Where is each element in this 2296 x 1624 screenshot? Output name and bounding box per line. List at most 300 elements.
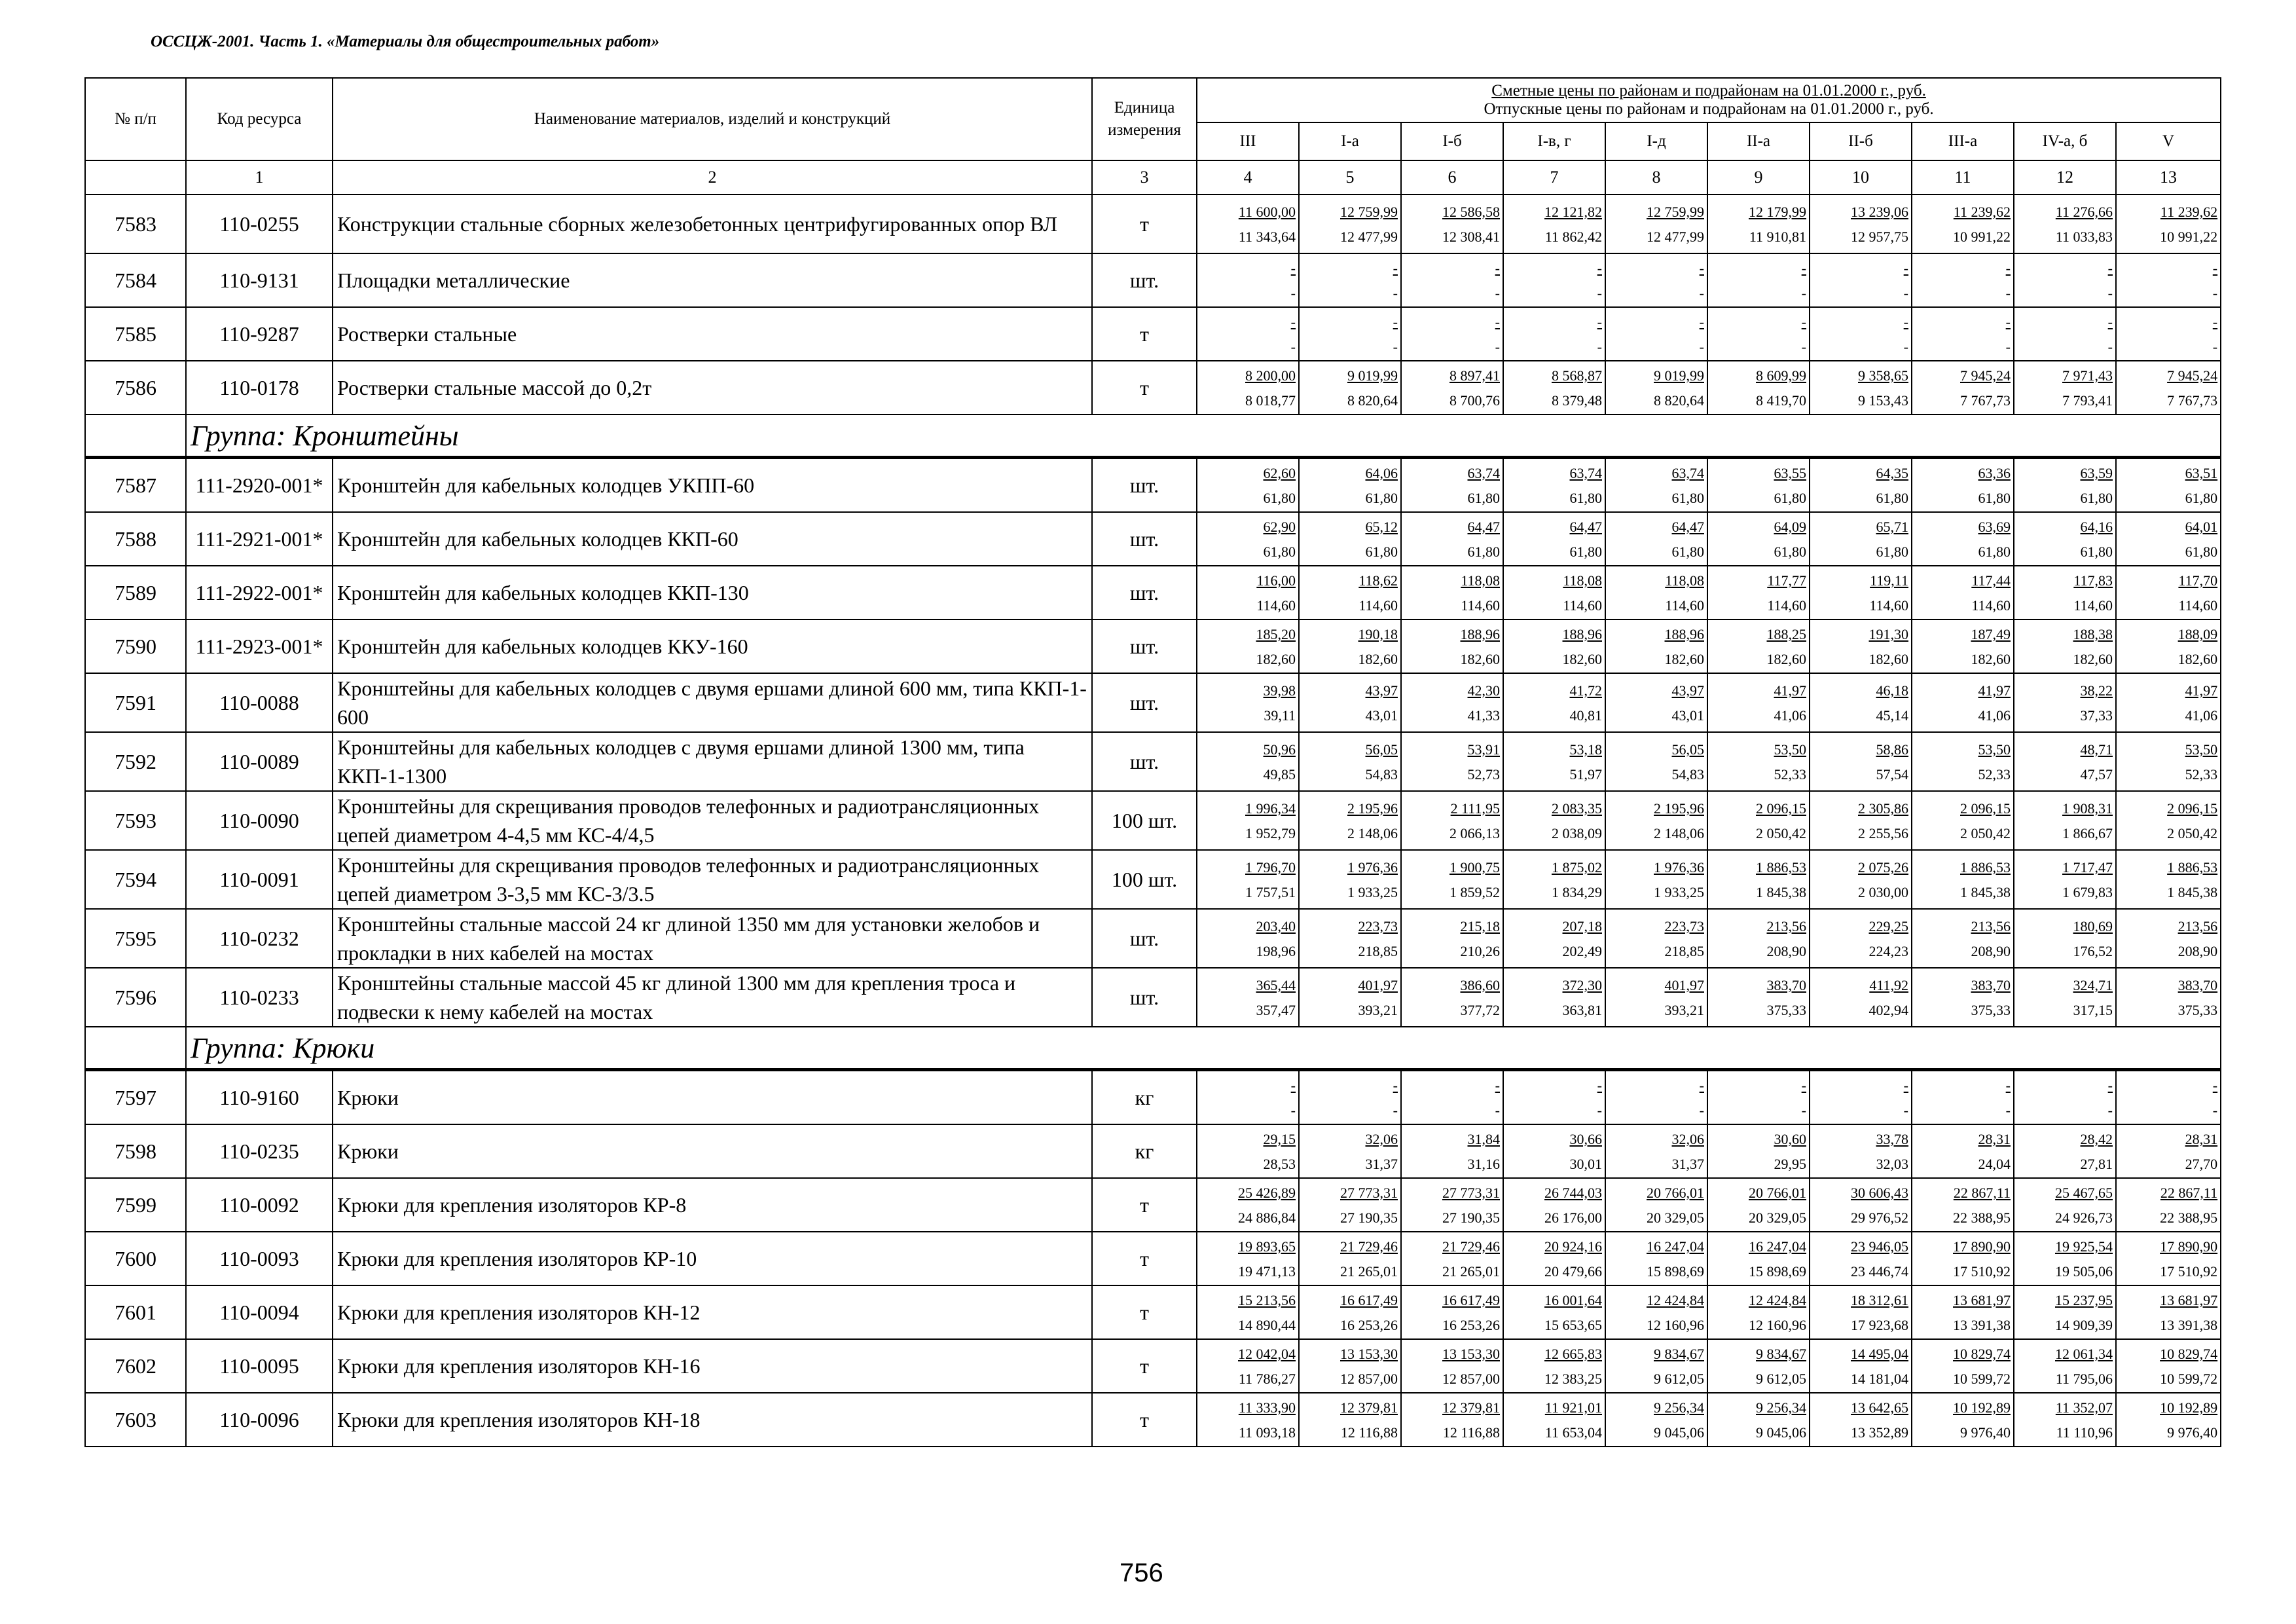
price-cell [1401,458,1503,513]
estimate-price: 11 921,01 [1544,1399,1602,1416]
material-name: Ростверки стальные массой до 0,2т [333,361,1092,415]
material-name: Кронштейны для скрещивания проводов телефонных и радиотрансляционных цепей диаметром 3-3,5 мм КС-3/3.5 [333,850,1092,909]
release-price: 27 190,35 [1340,1209,1398,1226]
price-cell [2014,968,2116,1027]
row-number: 7593 [85,791,186,850]
price-cell [1503,1070,1605,1125]
estimate-price: 117,77 [1767,572,1806,589]
price-cell [1299,1285,1401,1339]
column-number: 2 [333,160,1092,194]
page-number: 756 [1120,1559,1163,1587]
price-cell [1707,732,1810,791]
estimate-price: - [1801,1077,1806,1094]
price-cell [2014,512,2116,566]
price-cell [2014,307,2116,361]
price-cell [2014,1178,2116,1232]
release-price: - [2107,285,2113,301]
table-row [85,253,2221,307]
estimate-price: 223,73 [1664,918,1704,934]
release-price: 54,83 [1671,766,1704,783]
release-price: 375,33 [2178,1002,2218,1018]
price-cell [2116,566,2221,619]
material-name: Крюки для крепления изоляторов КН-16 [333,1339,1092,1393]
estimate-price: 42,30 [1467,682,1500,699]
price-cell [1605,307,1707,361]
price-cell [1707,307,1810,361]
estimate-price: 1 875,02 [1552,859,1602,876]
release-price: 31,16 [1467,1156,1500,1172]
release-price: 39,11 [1264,707,1296,724]
estimate-price: 25 426,89 [1238,1185,1296,1201]
price-cell [2116,968,2221,1027]
resource-code: 110-0094 [186,1285,333,1339]
material-name: Крюки для крепления изоляторов КР-10 [333,1232,1092,1285]
group-spacer [85,1027,186,1070]
row-number: 7599 [85,1178,186,1232]
estimate-price: 43,97 [1365,682,1398,699]
release-price: 13 391,38 [2160,1317,2218,1333]
release-price: 182,60 [2073,651,2113,667]
price-cell [1401,850,1503,909]
estimate-price: 1 796,70 [1245,859,1296,876]
price-cell [1503,619,1605,673]
estimate-price: 213,56 [1766,918,1806,934]
estimate-price: 188,96 [1562,626,1602,642]
release-price: 17 510,92 [1953,1263,2011,1280]
estimate-price: 12 121,82 [1544,204,1602,220]
estimate-price: - [1801,314,1806,330]
estimate-price: 17 890,90 [1953,1238,2011,1255]
row-number: 7601 [85,1285,186,1339]
price-cell [1299,512,1401,566]
estimate-price: 46,18 [1876,682,1908,699]
release-price: 7 767,73 [1960,392,2011,409]
unit-of-measure: т [1092,1232,1197,1285]
unit-of-measure: т [1092,1285,1197,1339]
material-name: Кронштейн для кабельных колодцев УКПП-60 [333,458,1092,513]
price-cell [1605,968,1707,1027]
price-cell [1605,1178,1707,1232]
estimate-price: 1 976,36 [1347,859,1398,876]
release-price: - [1903,339,1908,355]
estimate-price: 64,06 [1365,465,1398,481]
release-price: 10 599,72 [1953,1371,2011,1387]
release-price: 114,60 [1358,597,1398,614]
price-cell [1401,253,1503,307]
release-price: - [2212,1102,2218,1118]
price-cell [1707,1339,1810,1393]
price-cell [1503,458,1605,513]
price-cell [1810,1124,1912,1178]
estimate-price: 117,44 [1971,572,2011,589]
estimate-price: - [1699,1077,1704,1094]
price-cell [1299,732,1401,791]
estimate-price: 365,44 [1256,977,1296,993]
price-cell [1503,791,1605,850]
row-number: 7595 [85,909,186,968]
estimate-price: 41,97 [1978,682,2011,699]
release-price: 114,60 [1563,597,1602,614]
price-cell [1197,194,1299,253]
release-price: 8 419,70 [1756,392,1806,409]
price-cell [1503,512,1605,566]
price-cell [1605,619,1707,673]
estimate-price: 30,66 [1569,1131,1602,1147]
release-price: 9 045,06 [1756,1424,1806,1441]
price-cell [1299,1178,1401,1232]
release-price: 12 383,25 [1544,1371,1602,1387]
estimate-price: 118,08 [1461,572,1500,589]
estimate-price: - [2107,260,2113,276]
table-row [85,512,2221,566]
release-price: 52,33 [1774,766,1806,783]
release-price: 61,80 [1365,490,1398,506]
column-number: 9 [1707,160,1810,194]
group-row [85,1027,2221,1070]
material-name: Кронштейны для кабельных колодцев с двумя ершами длиной 600 мм, типа ККП-1-600 [333,673,1092,732]
price-cell [2014,1339,2116,1393]
price-cell [1197,791,1299,850]
price-cell [1401,909,1503,968]
price-cell [1707,619,1810,673]
estimate-price: 13 239,06 [1851,204,1908,220]
price-cell [1810,791,1912,850]
estimate-price: 12 061,34 [2055,1346,2113,1362]
release-price: - [2107,1102,2113,1118]
price-cell [1197,566,1299,619]
table-row [85,732,2221,791]
release-price: 2 148,06 [1654,825,1704,841]
price-cell [1707,968,1810,1027]
table-row [85,968,2221,1027]
price-cell [1912,1285,2014,1339]
estimate-price: 21 729,46 [1442,1238,1500,1255]
price-cell [2014,194,2116,253]
release-price: 182,60 [1460,651,1500,667]
price-cell [1299,1070,1401,1125]
material-name: Крюки для крепления изоляторов КН-18 [333,1393,1092,1447]
price-cell [1401,1285,1503,1339]
price-cell [1912,619,2014,673]
price-cell [1912,1124,2014,1178]
release-price: 8 820,64 [1654,392,1704,409]
estimate-price: 7 971,43 [2062,367,2113,384]
estimate-price: 16 001,64 [1544,1292,1602,1308]
price-cell [1299,458,1401,513]
estimate-price: 11 239,62 [2160,204,2218,220]
document-header-title: ОССЦЖ-2001. Часть 1. «Материалы для общестроительных работ» [151,33,660,50]
release-price: 41,06 [2185,707,2218,724]
column-number: 11 [1912,160,2014,194]
estimate-price: 188,96 [1664,626,1704,642]
release-price: 61,80 [1365,544,1398,560]
estimate-price: 21 729,46 [1340,1238,1398,1255]
price-cell [1912,1393,2014,1447]
price-cell [1503,566,1605,619]
unit-of-measure: т [1092,1339,1197,1393]
price-cell [1401,791,1503,850]
estimate-price: 19 893,65 [1238,1238,1296,1255]
price-cell [1605,194,1707,253]
region-header: III-а [1912,122,2014,160]
region-header: II-б [1810,122,1912,160]
release-price: 1 845,38 [2167,884,2218,900]
price-cell [2116,1285,2221,1339]
release-price: 11 033,83 [2055,229,2113,245]
estimate-price: 2 075,26 [1858,859,1908,876]
estimate-price: - [2212,260,2218,276]
estimate-price: 12 759,99 [1647,204,1704,220]
price-cell [1912,673,2014,732]
header-price-titles [1197,78,2221,122]
estimate-price: 33,78 [1876,1131,1908,1147]
release-price: 176,52 [2073,943,2113,959]
estimate-price: 1 886,53 [1960,859,2011,876]
price-cell [2014,361,2116,415]
material-name: Крюки для крепления изоляторов КН-12 [333,1285,1092,1339]
release-price: 14 181,04 [1851,1371,1908,1387]
estimate-price: 56,05 [1365,741,1398,758]
estimate-price: 188,25 [1766,626,1806,642]
price-cell [1707,1178,1810,1232]
price-cell [1299,673,1401,732]
estimate-price: 53,50 [2185,741,2218,758]
release-price: 208,90 [1971,943,2011,959]
estimate-price: 9 256,34 [1756,1399,1806,1416]
row-number: 7585 [85,307,186,361]
price-cell [1605,909,1707,968]
release-price: 14 909,39 [2055,1317,2113,1333]
release-price: 1 845,38 [1960,884,2011,900]
release-price: 29 976,52 [1851,1209,1908,1226]
release-price: 40,81 [1569,707,1602,724]
row-number: 7600 [85,1232,186,1285]
release-price: 31,37 [1671,1156,1704,1172]
unit-of-measure: шт. [1092,732,1197,791]
price-cell [1810,1393,1912,1447]
resource-code: 110-0178 [186,361,333,415]
release-price: 21 265,01 [1340,1263,1398,1280]
release-price: 28,53 [1263,1156,1296,1172]
price-cell [1401,1178,1503,1232]
estimate-price: - [1903,260,1908,276]
release-price: 27 190,35 [1442,1209,1500,1226]
estimate-price: 43,97 [1671,682,1704,699]
estimate-price: 27 773,31 [1442,1185,1500,1201]
release-price: 17 510,92 [2160,1263,2218,1280]
estimate-price: 223,73 [1358,918,1398,934]
estimate-price: - [1699,260,1704,276]
price-cell [1401,1339,1503,1393]
release-price: 12 160,96 [1647,1317,1704,1333]
estimate-price: 2 305,86 [1858,800,1908,817]
price-cell [1810,512,1912,566]
release-price: 375,33 [1971,1002,2011,1018]
price-cell [2014,909,2116,968]
estimate-price: - [2005,1077,2011,1094]
estimate-price: 12 379,81 [1442,1399,1500,1416]
price-cell [1401,673,1503,732]
release-price: - [1801,1102,1806,1118]
estimate-price-title: Сметные цены по районам и подрайонам на 01.01.2000 г., руб. [1491,82,1926,100]
release-price: 8 018,77 [1245,392,1296,409]
estimate-price: 9 834,67 [1756,1346,1806,1362]
estimate-price: 23 946,05 [1851,1238,1908,1255]
release-price: 114,60 [1256,597,1296,614]
price-cell [1605,512,1707,566]
price-cell [1401,512,1503,566]
release-price: 182,60 [2178,651,2218,667]
price-cell [1503,1124,1605,1178]
price-cell [1299,253,1401,307]
resource-code: 110-0096 [186,1393,333,1447]
estimate-price: 11 600,00 [1238,204,1296,220]
price-cell [2014,1393,2116,1447]
price-cell [1707,1285,1810,1339]
estimate-price: 64,47 [1671,519,1704,535]
price-cell [2116,361,2221,415]
release-price: 41,33 [1467,707,1500,724]
estimate-price: 18 312,61 [1851,1292,1908,1308]
estimate-price: 38,22 [2080,682,2113,699]
estimate-price: 39,98 [1263,682,1296,699]
price-cell [2116,512,2221,566]
estimate-price: 28,31 [1978,1131,2011,1147]
release-price: 13 391,38 [1953,1317,2011,1333]
table-row [85,361,2221,415]
release-price: 15 898,69 [1647,1263,1704,1280]
estimate-price: 13 153,30 [1340,1346,1398,1362]
release-price: 1 757,51 [1245,884,1296,900]
price-cell [1810,307,1912,361]
estimate-price: 180,69 [2073,918,2113,934]
price-cell [1605,1070,1707,1125]
price-cell [2014,1070,2116,1125]
estimate-price: 12 379,81 [1340,1399,1398,1416]
price-cell [1299,909,1401,968]
price-cell [2014,732,2116,791]
price-cell [1503,194,1605,253]
release-price: 182,60 [1868,651,1908,667]
resource-code: 110-9131 [186,253,333,307]
release-price: 12 116,88 [1340,1424,1398,1441]
release-price: 114,60 [1461,597,1500,614]
release-price: 41,06 [1978,707,2011,724]
release-price: - [1290,285,1296,301]
release-price: 182,60 [1664,651,1704,667]
price-cell [1707,1393,1810,1447]
resource-code: 110-9160 [186,1070,333,1125]
release-price: 1 859,52 [1449,884,1500,900]
release-price: - [1393,285,1398,301]
estimate-price: 41,97 [1774,682,1806,699]
release-price: 54,83 [1365,766,1398,783]
release-price: 27,81 [2080,1156,2113,1172]
unit-of-measure: шт. [1092,566,1197,619]
estimate-price: 13 642,65 [1851,1399,1908,1416]
estimate-price: 50,96 [1263,741,1296,758]
release-price: 11 653,04 [1544,1424,1602,1441]
estimate-price: 1 976,36 [1654,859,1704,876]
release-price: 19 471,13 [1238,1263,1296,1280]
release-price: - [2212,339,2218,355]
price-cell [1401,1070,1503,1125]
estimate-price: 12 586,58 [1442,204,1500,220]
release-price: 182,60 [1562,651,1602,667]
resource-code: 110-0235 [186,1124,333,1178]
release-price: 21 265,01 [1442,1263,1500,1280]
price-cell [1197,1232,1299,1285]
release-price: 182,60 [1971,651,2011,667]
row-number: 7584 [85,253,186,307]
estimate-price: 2 096,15 [1960,800,2011,817]
release-price: 61,80 [1876,490,1908,506]
estimate-price: 13 681,97 [2160,1292,2218,1308]
table-row [85,673,2221,732]
estimate-price: 207,18 [1562,918,1602,934]
price-cell [1299,1232,1401,1285]
estimate-price: 64,35 [1876,465,1908,481]
release-price: 20 479,66 [1544,1263,1602,1280]
estimate-price: - [1290,314,1296,330]
release-price: 23 446,74 [1851,1263,1908,1280]
release-price: 52,33 [1978,766,2011,783]
estimate-price: 203,40 [1256,918,1296,934]
unit-of-measure: т [1092,1393,1197,1447]
row-number: 7586 [85,361,186,415]
release-price: 43,01 [1671,707,1704,724]
release-price: - [1495,285,1500,301]
estimate-price: 63,74 [1569,465,1602,481]
resource-code: 110-0089 [186,732,333,791]
release-price: 61,80 [1671,490,1704,506]
estimate-price: 117,83 [2073,572,2113,589]
unit-of-measure: шт. [1092,968,1197,1027]
price-cell [1810,673,1912,732]
release-price: 24,04 [1978,1156,2011,1172]
estimate-price: 53,50 [1774,741,1806,758]
resource-code: 110-9287 [186,307,333,361]
price-cell [1401,1393,1503,1447]
material-name: Кронштейны стальные массой 24 кг длиной 1350 мм для установки желобов и прокладки в них кабелей на мостах [333,909,1092,968]
release-price: 61,80 [1263,490,1296,506]
price-cell [1707,1124,1810,1178]
region-header: V [2116,122,2221,160]
release-price: 32,03 [1876,1156,1908,1172]
estimate-price: 10 192,89 [1953,1399,2011,1416]
estimate-price: 411,92 [1869,977,1908,993]
release-price: 24 886,84 [1238,1209,1296,1226]
release-price: 2 255,56 [1858,825,1908,841]
release-price: - [2107,339,2113,355]
release-price: 2 038,09 [1552,825,1602,841]
region-header: I-д [1605,122,1707,160]
estimate-price: 215,18 [1460,918,1500,934]
release-price: 61,80 [1569,490,1602,506]
price-cell [1605,732,1707,791]
price-cell [1299,1124,1401,1178]
release-price: 61,80 [1978,544,2011,560]
column-number: 12 [2014,160,2116,194]
release-price: 16 253,26 [1442,1317,1500,1333]
estimate-price: 119,11 [1870,572,1908,589]
estimate-price: - [1699,314,1704,330]
price-cell [1707,850,1810,909]
estimate-price: 22 867,11 [2160,1185,2218,1201]
release-price: - [1903,1102,1908,1118]
price-cell [1401,194,1503,253]
release-price: 11 910,81 [1749,229,1806,245]
